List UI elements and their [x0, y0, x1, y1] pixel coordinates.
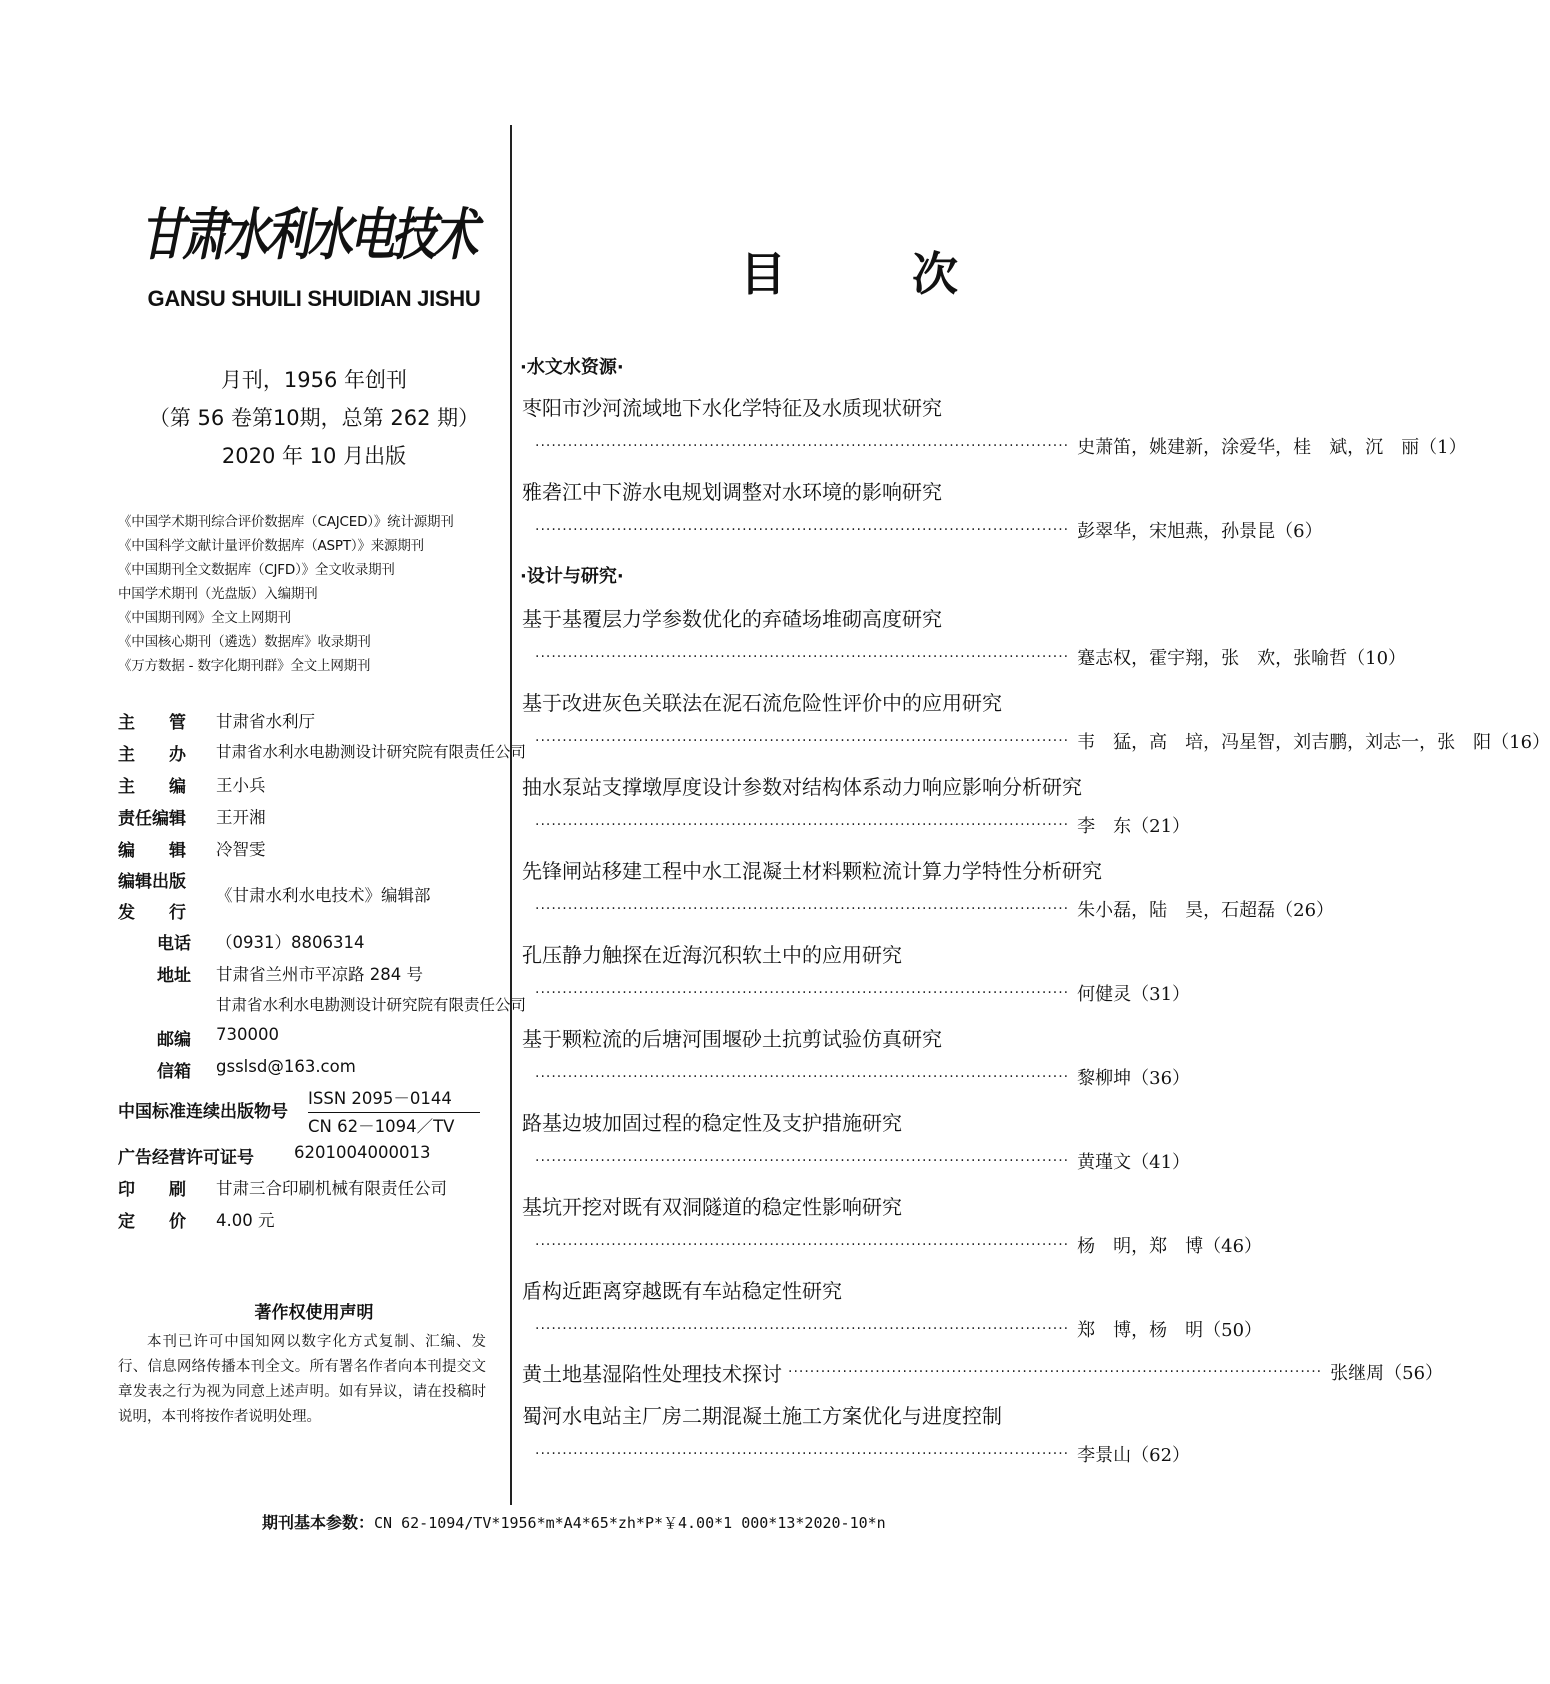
article-authors: 张继周 — [1330, 1363, 1385, 1384]
article-byline — [535, 516, 1323, 544]
ad-license-label: 广告经营许可证号 — [118, 1148, 254, 1168]
journal-calligraphy-logo — [140, 192, 484, 272]
article-title: 黄土地基湿陷性处理技术探讨 — [522, 1361, 782, 1386]
leader-dots: ·································································································· — [535, 1321, 1070, 1337]
editor-value: 冷智雯 — [216, 840, 266, 859]
article-authors: 韦 猛，高 培，冯星智，刘吉鹏，刘志一，张 阳 — [1077, 732, 1492, 753]
email-value: gsslsd@163.com — [216, 1057, 356, 1076]
article-authors: 何健灵 — [1077, 984, 1132, 1005]
article-page: （46） — [1203, 1236, 1263, 1257]
article-byline — [535, 811, 1191, 839]
responsible-editor-label: 责任编辑 — [118, 809, 186, 829]
article-title: 盾构近距离穿越既有车站稳定性研究 — [522, 1279, 842, 1303]
responsible-editor-value: 王开湘 — [216, 808, 266, 827]
leader-dots: ·································································································· — [535, 817, 1070, 833]
article-byline — [535, 1315, 1263, 1343]
article-title: 基于颗粒流的后塘河围堰砂土抗剪试验仿真研究 — [522, 1027, 942, 1051]
leader-dots: ·································································································· — [535, 438, 1070, 454]
publisher-value: 《甘肃水利水电技术》编辑部 — [216, 886, 431, 905]
postcode-value: 730000 — [216, 1025, 279, 1044]
parameters-label: 期刊基本参数： — [262, 1513, 375, 1532]
copyright-title: 著作权使用声明 — [254, 1303, 374, 1323]
address-line-2: 甘肃省水利水电勘测设计研究院有限责任公司 — [216, 996, 527, 1014]
address-line-1: 甘肃省兰州市平凉路 284 号 — [216, 965, 423, 984]
toc-title: 目 次 — [740, 247, 998, 301]
email-label: 信箱 — [157, 1062, 191, 1082]
printer-label: 印 刷 — [118, 1180, 186, 1200]
article-page: （1） — [1419, 437, 1467, 458]
parameters-value: CN 62-1094/TV*1956*m*A4*65*zh*P*￥4.00*1 000*13*2020-10*n — [374, 1514, 886, 1532]
article-byline — [535, 432, 1467, 460]
database-entry: 《万方数据 - 数字化期刊群》全文上网期刊 — [118, 658, 371, 674]
chief-editor-value: 王小兵 — [216, 776, 266, 795]
article-page: （31） — [1131, 984, 1191, 1005]
article-authors: 彭翠华，宋旭燕，孙景昆 — [1077, 521, 1276, 542]
article-byline — [535, 895, 1335, 923]
section-heading: ·水文水资源· — [520, 357, 624, 378]
article-page: （41） — [1131, 1152, 1191, 1173]
address-label: 地址 — [157, 966, 191, 986]
issn-cn-box — [308, 1088, 480, 1141]
distributor-label: 发 行 — [118, 903, 186, 923]
article-page: （62） — [1131, 1445, 1191, 1466]
leader-dots: ·································································································· — [788, 1364, 1323, 1380]
article-page: （56） — [1384, 1363, 1444, 1384]
article-authors: 史萧笛，姚建新，涂爱华，桂 斌，沉 丽 — [1077, 437, 1420, 458]
issn-value: ISSN 2095－0144 — [308, 1088, 480, 1113]
svg-text:甘肃水利水电技术: 甘肃水利水电技术 — [140, 202, 484, 268]
database-entry: 《中国核心期刊（遴选）数据库》收录期刊 — [118, 634, 371, 650]
article-title: 枣阳市沙河流域地下水化学特征及水质现状研究 — [522, 396, 942, 420]
leader-dots: ·································································································· — [535, 1069, 1070, 1085]
publication-frequency: 月刊，1956 年创刊 — [220, 368, 408, 392]
article-title: 基于改进灰色关联法在泥石流危险性评价中的应用研究 — [522, 691, 1002, 715]
editor-label: 编 辑 — [118, 841, 186, 861]
article-authors: 李 东 — [1077, 816, 1132, 837]
database-entry: 《中国科学文献计量评价数据库（ASPT）》来源期刊 — [118, 538, 424, 554]
column-divider — [510, 125, 512, 1505]
article-byline — [535, 1147, 1191, 1175]
database-entry: 中国学术期刊（光盘版）入编期刊 — [118, 586, 318, 602]
article-authors: 蹇志权，霍宇翔，张 欢，张喻哲 — [1077, 648, 1348, 669]
chief-editor-label: 主 编 — [118, 777, 186, 797]
price-label: 定 价 — [118, 1212, 186, 1232]
phone-value: （0931）8806314 — [216, 933, 365, 952]
section-heading: ·设计与研究· — [520, 566, 624, 587]
article-title: 先锋闸站移建工程中水工混凝土材料颗粒流计算力学特性分析研究 — [522, 859, 1102, 883]
cn-value: CN 62－1094／TV — [308, 1117, 455, 1136]
issue-number: （第 56 卷第10期，总第 262 期） — [148, 406, 480, 430]
article-byline — [535, 1231, 1263, 1259]
supervisor-value: 甘肃省水利厅 — [216, 712, 315, 731]
phone-label: 电话 — [157, 934, 191, 954]
article-inline-entry — [522, 1357, 1444, 1387]
article-page: （10） — [1347, 648, 1407, 669]
article-title: 路基边坡加固过程的稳定性及支护措施研究 — [522, 1111, 902, 1135]
ad-license-value: 6201004000013 — [294, 1143, 431, 1162]
leader-dots: ·································································································· — [535, 1153, 1070, 1169]
journal-parameters — [262, 1510, 886, 1533]
article-authors: 朱小磊，陆 昊，石超磊 — [1077, 900, 1276, 921]
leader-dots: ·································································································· — [535, 649, 1070, 665]
supervisor-label: 主 管 — [118, 713, 186, 733]
publisher-label: 编辑出版 — [118, 872, 186, 892]
sponsor-label: 主 办 — [118, 745, 186, 765]
article-title: 蜀河水电站主厂房二期混凝土施工方案优化与进度控制 — [522, 1404, 1002, 1428]
article-page: （21） — [1131, 816, 1191, 837]
article-authors: 郑 博，杨 明 — [1077, 1320, 1204, 1341]
article-byline — [535, 727, 1550, 755]
publication-date: 2020 年 10 月出版 — [221, 444, 407, 468]
article-byline — [535, 1440, 1191, 1468]
sponsor-value: 甘肃省水利水电勘测设计研究院有限责任公司 — [216, 743, 527, 761]
database-entry: 《中国学术期刊综合评价数据库（CAJCED）》统计源期刊 — [118, 514, 454, 530]
postcode-label: 邮编 — [157, 1030, 191, 1050]
article-authors: 杨 明，郑 博 — [1077, 1236, 1204, 1257]
article-page: （36） — [1131, 1068, 1191, 1089]
leader-dots: ·································································································· — [535, 901, 1070, 917]
price-value: 4.00 元 — [216, 1211, 275, 1230]
leader-dots: ·································································································· — [535, 1237, 1070, 1253]
leader-dots: ·································································································· — [535, 733, 1070, 749]
article-title: 基坑开挖对既有双洞隧道的稳定性影响研究 — [522, 1195, 902, 1219]
article-authors: 黎柳坤 — [1077, 1068, 1132, 1089]
article-authors: 李景山 — [1077, 1445, 1132, 1466]
leader-dots: ·································································································· — [535, 985, 1070, 1001]
leader-dots: ·································································································· — [535, 522, 1070, 538]
article-page: （16） — [1491, 732, 1550, 753]
article-title: 抽水泵站支撑墩厚度设计参数对结构体系动力响应影响分析研究 — [522, 775, 1082, 799]
leader-dots: ·································································································· — [535, 1446, 1070, 1462]
article-page: （6） — [1275, 521, 1323, 542]
article-title: 雅砻江中下游水电规划调整对水环境的影响研究 — [522, 480, 942, 504]
article-byline — [535, 979, 1191, 1007]
article-page: （50） — [1203, 1320, 1263, 1341]
article-title: 基于基覆层力学参数优化的弃碴场堆砌高度研究 — [522, 607, 942, 631]
database-entry: 《中国期刊全文数据库（CJFD）》全文收录期刊 — [118, 562, 395, 578]
article-byline — [535, 643, 1407, 671]
article-authors: 黄瑾文 — [1077, 1152, 1132, 1173]
printer-value: 甘肃三合印刷机械有限责任公司 — [216, 1179, 447, 1198]
article-byline — [535, 1063, 1191, 1091]
database-entry: 《中国期刊网》全文上网期刊 — [118, 610, 291, 626]
serial-number-label: 中国标准连续出版物号 — [118, 1102, 288, 1122]
copyright-body: 本刊已许可中国知网以数字化方式复制、汇编、发行、信息网络传播本刊全文。所有署名作者向本刊提交文章发表之行为视为同意上述声明。如有异议，请在投稿时说明，本刊将按作者说明处理。 — [118, 1334, 486, 1425]
article-title: 孔压静力触探在近海沉积软土中的应用研究 — [522, 943, 902, 967]
journal-pinyin-title: GANSU SHUILI SHUIDIAN JISHU — [147, 286, 481, 311]
article-page: （26） — [1275, 900, 1335, 921]
